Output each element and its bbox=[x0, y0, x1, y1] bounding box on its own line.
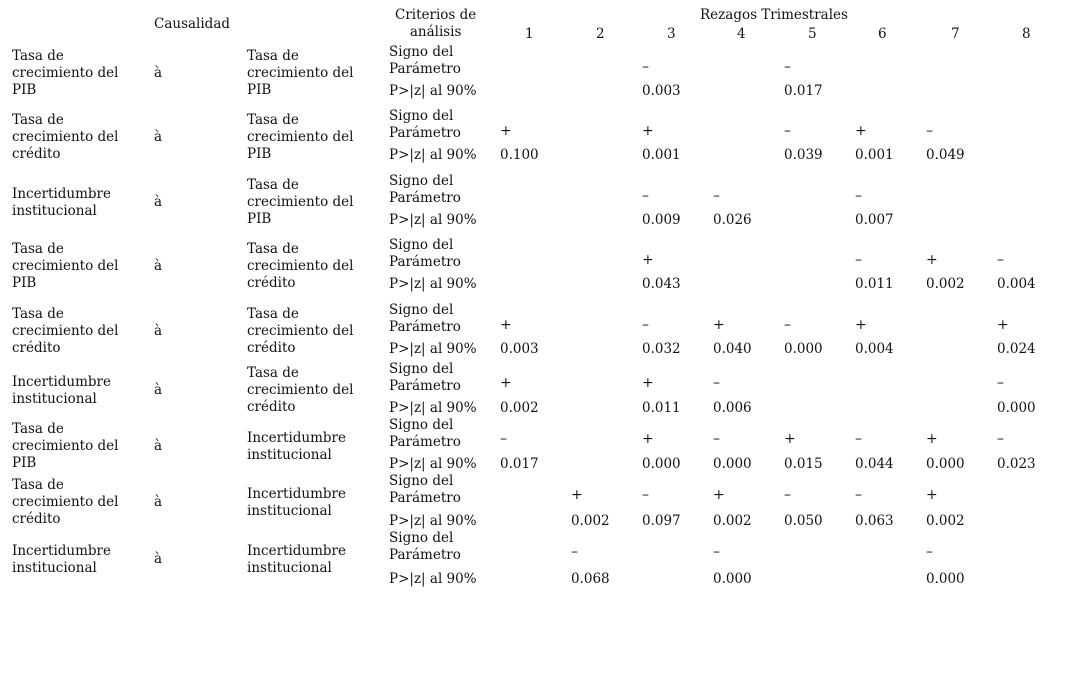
p-value: 0.050 bbox=[784, 513, 823, 529]
p-value: 0.097 bbox=[642, 513, 681, 529]
header-causalidad: Causalidad bbox=[154, 16, 231, 32]
signo-label: Signo del Parámetro bbox=[389, 417, 461, 450]
p-value: 0.049 bbox=[926, 147, 965, 163]
parameter-sign: – bbox=[713, 375, 720, 391]
p-value: 0.003 bbox=[642, 83, 681, 99]
parameter-sign: – bbox=[500, 431, 507, 447]
p-value: 0.011 bbox=[855, 276, 894, 292]
p-value: 0.009 bbox=[642, 212, 681, 228]
row-effect-variable: Tasa de crecimiento del crédito bbox=[247, 365, 354, 415]
p-value: 0.002 bbox=[926, 513, 965, 529]
row-cause-variable: Incertidumbre institucional bbox=[12, 374, 111, 407]
row-cause-variable: Incertidumbre institucional bbox=[12, 186, 111, 219]
parameter-sign: – bbox=[642, 487, 649, 503]
p-value: 0.000 bbox=[926, 456, 965, 472]
p-value: 0.017 bbox=[500, 456, 539, 472]
row-cause-variable: Tasa de crecimiento del crédito bbox=[12, 112, 119, 162]
parameter-sign: + bbox=[855, 123, 867, 139]
row-cause-variable: Tasa de crecimiento del crédito bbox=[12, 477, 119, 527]
p-value: 0.004 bbox=[855, 341, 894, 357]
pvalue-label: P>|z| al 90% bbox=[389, 212, 477, 228]
p-value: 0.026 bbox=[713, 212, 752, 228]
p-value: 0.006 bbox=[713, 400, 752, 416]
row-cause-variable: Tasa de crecimiento del PIB bbox=[12, 241, 119, 291]
lag-number: 7 bbox=[951, 26, 960, 42]
lag-number: 8 bbox=[1022, 26, 1031, 42]
parameter-sign: + bbox=[926, 431, 938, 447]
parameter-sign: + bbox=[784, 431, 796, 447]
pvalue-label: P>|z| al 90% bbox=[389, 400, 477, 416]
parameter-sign: – bbox=[642, 317, 649, 333]
parameter-sign: + bbox=[642, 252, 654, 268]
causality-arrow: à bbox=[154, 323, 163, 339]
p-value: 0.000 bbox=[997, 400, 1036, 416]
parameter-sign: + bbox=[855, 317, 867, 333]
lag-number: 2 bbox=[596, 26, 605, 42]
signo-label: Signo del Parámetro bbox=[389, 473, 461, 506]
row-effect-variable: Incertidumbre institucional bbox=[247, 486, 346, 519]
parameter-sign: – bbox=[855, 188, 862, 204]
parameter-sign: + bbox=[500, 317, 512, 333]
p-value: 0.001 bbox=[855, 147, 894, 163]
causality-arrow: à bbox=[154, 494, 163, 510]
p-value: 0.000 bbox=[926, 571, 965, 587]
pvalue-label: P>|z| al 90% bbox=[389, 456, 477, 472]
row-effect-variable: Tasa de crecimiento del crédito bbox=[247, 306, 354, 356]
p-value: 0.044 bbox=[855, 456, 894, 472]
parameter-sign: – bbox=[926, 123, 933, 139]
parameter-sign: – bbox=[642, 188, 649, 204]
causality-arrow: à bbox=[154, 65, 163, 81]
parameter-sign: – bbox=[571, 544, 578, 560]
row-cause-variable: Tasa de crecimiento del PIB bbox=[12, 48, 119, 98]
parameter-sign: – bbox=[784, 59, 791, 75]
p-value: 0.004 bbox=[997, 276, 1036, 292]
parameter-sign: + bbox=[997, 317, 1009, 333]
parameter-sign: + bbox=[642, 431, 654, 447]
row-effect-variable: Tasa de crecimiento del PIB bbox=[247, 48, 354, 98]
parameter-sign: + bbox=[500, 123, 512, 139]
header-criterios: Criterios de análisis bbox=[395, 7, 477, 40]
p-value: 0.023 bbox=[997, 456, 1036, 472]
parameter-sign: – bbox=[713, 544, 720, 560]
signo-label: Signo del Parámetro bbox=[389, 237, 461, 270]
causality-arrow: à bbox=[154, 129, 163, 145]
signo-label: Signo del Parámetro bbox=[389, 302, 461, 335]
pvalue-label: P>|z| al 90% bbox=[389, 83, 477, 99]
p-value: 0.002 bbox=[500, 400, 539, 416]
parameter-sign: + bbox=[713, 487, 725, 503]
parameter-sign: + bbox=[713, 317, 725, 333]
parameter-sign: + bbox=[571, 487, 583, 503]
row-effect-variable: Tasa de crecimiento del crédito bbox=[247, 241, 354, 291]
causality-arrow: à bbox=[154, 258, 163, 274]
p-value: 0.007 bbox=[855, 212, 894, 228]
row-cause-variable: Tasa de crecimiento del crédito bbox=[12, 306, 119, 356]
lag-number: 6 bbox=[878, 26, 887, 42]
pvalue-label: P>|z| al 90% bbox=[389, 276, 477, 292]
p-value: 0.068 bbox=[571, 571, 610, 587]
pvalue-label: P>|z| al 90% bbox=[389, 341, 477, 357]
signo-label: Signo del Parámetro bbox=[389, 108, 461, 141]
p-value: 0.002 bbox=[571, 513, 610, 529]
parameter-sign: – bbox=[784, 487, 791, 503]
parameter-sign: – bbox=[784, 123, 791, 139]
p-value: 0.063 bbox=[855, 513, 894, 529]
p-value: 0.024 bbox=[997, 341, 1036, 357]
signo-label: Signo del Parámetro bbox=[389, 173, 461, 206]
signo-label: Signo del Parámetro bbox=[389, 44, 461, 77]
parameter-sign: – bbox=[855, 252, 862, 268]
p-value: 0.000 bbox=[713, 456, 752, 472]
p-value: 0.001 bbox=[642, 147, 681, 163]
p-value: 0.011 bbox=[642, 400, 681, 416]
lag-number: 4 bbox=[737, 26, 746, 42]
parameter-sign: + bbox=[642, 123, 654, 139]
causality-arrow: à bbox=[154, 382, 163, 398]
p-value: 0.003 bbox=[500, 341, 539, 357]
p-value: 0.039 bbox=[784, 147, 823, 163]
parameter-sign: + bbox=[926, 487, 938, 503]
p-value: 0.100 bbox=[500, 147, 539, 163]
p-value: 0.000 bbox=[642, 456, 681, 472]
pvalue-label: P>|z| al 90% bbox=[389, 571, 477, 587]
causality-arrow: à bbox=[154, 551, 163, 567]
p-value: 0.040 bbox=[713, 341, 752, 357]
parameter-sign: – bbox=[855, 431, 862, 447]
parameter-sign: – bbox=[926, 544, 933, 560]
lag-number: 3 bbox=[667, 26, 676, 42]
parameter-sign: – bbox=[784, 317, 791, 333]
p-value: 0.015 bbox=[784, 456, 823, 472]
causality-arrow: à bbox=[154, 194, 163, 210]
pvalue-label: P>|z| al 90% bbox=[389, 147, 477, 163]
p-value: 0.032 bbox=[642, 341, 681, 357]
row-effect-variable: Tasa de crecimiento del PIB bbox=[247, 177, 354, 227]
row-cause-variable: Tasa de crecimiento del PIB bbox=[12, 421, 119, 471]
parameter-sign: + bbox=[642, 375, 654, 391]
p-value: 0.043 bbox=[642, 276, 681, 292]
parameter-sign: – bbox=[713, 188, 720, 204]
lag-number: 5 bbox=[808, 26, 817, 42]
p-value: 0.017 bbox=[784, 83, 823, 99]
parameter-sign: – bbox=[855, 487, 862, 503]
header-rezagos: Rezagos Trimestrales bbox=[700, 7, 848, 23]
signo-label: Signo del Parámetro bbox=[389, 530, 461, 563]
causality-arrow: à bbox=[154, 438, 163, 454]
row-effect-variable: Tasa de crecimiento del PIB bbox=[247, 112, 354, 162]
parameter-sign: – bbox=[997, 431, 1004, 447]
signo-label: Signo del Parámetro bbox=[389, 361, 461, 394]
row-effect-variable: Incertidumbre institucional bbox=[247, 543, 346, 576]
lag-number: 1 bbox=[525, 26, 534, 42]
pvalue-label: P>|z| al 90% bbox=[389, 513, 477, 529]
p-value: 0.000 bbox=[713, 571, 752, 587]
p-value: 0.002 bbox=[713, 513, 752, 529]
p-value: 0.002 bbox=[926, 276, 965, 292]
parameter-sign: + bbox=[926, 252, 938, 268]
parameter-sign: – bbox=[713, 431, 720, 447]
parameter-sign: – bbox=[642, 59, 649, 75]
row-effect-variable: Incertidumbre institucional bbox=[247, 430, 346, 463]
parameter-sign: + bbox=[500, 375, 512, 391]
row-cause-variable: Incertidumbre institucional bbox=[12, 543, 111, 576]
parameter-sign: – bbox=[997, 375, 1004, 391]
parameter-sign: – bbox=[997, 252, 1004, 268]
p-value: 0.000 bbox=[784, 341, 823, 357]
